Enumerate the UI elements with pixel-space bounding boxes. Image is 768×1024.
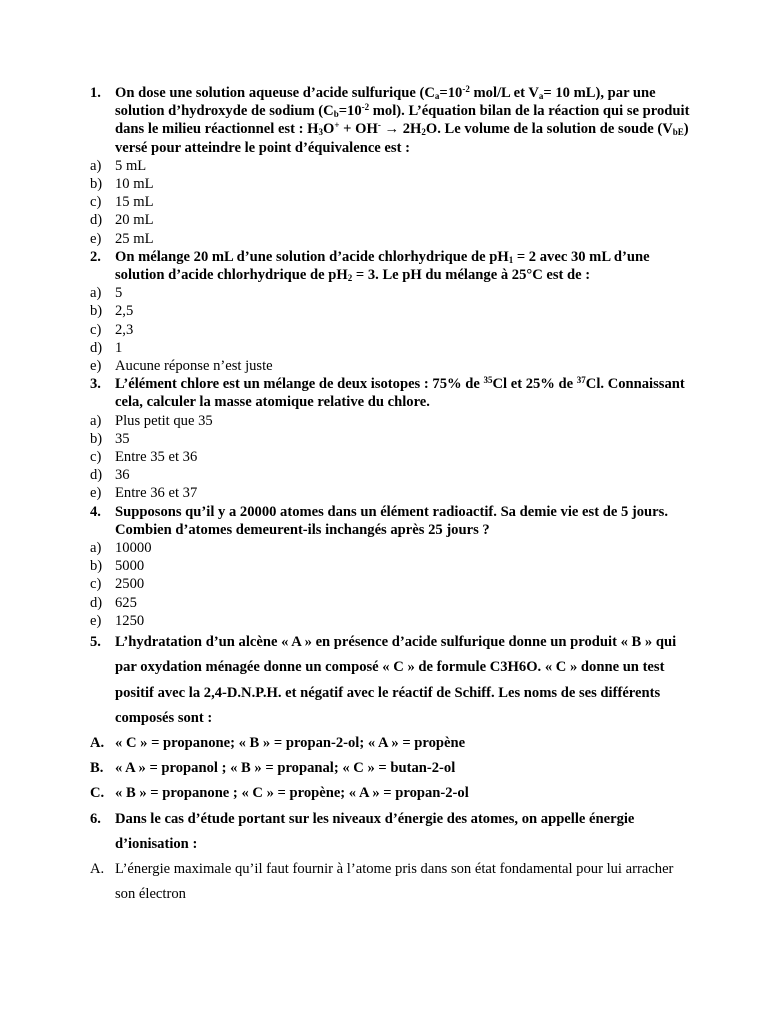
option-label: c)	[90, 449, 102, 466]
option-label: d)	[90, 339, 103, 356]
option-label: d)	[90, 467, 103, 484]
question-number: 5.	[90, 634, 101, 651]
option-1c	[90, 193, 690, 211]
question-3	[90, 375, 690, 411]
option-2e	[90, 357, 690, 375]
subscript: bE	[672, 127, 684, 138]
option-2a	[90, 284, 690, 302]
question-text: Dans le cas d’étude portant sur les niveaux d’énergie des atomes, on appelle énergie d’ionisation :	[115, 810, 635, 852]
question-number: 3.	[90, 376, 101, 393]
question-text	[115, 84, 690, 157]
subscript: a	[538, 91, 544, 101]
text-segment: Cl. Connaissant cela, calculer la masse atomique relative du chlore.	[115, 376, 685, 411]
option-text: 5	[115, 285, 123, 302]
option-label: c)	[90, 576, 102, 593]
option-label: e)	[90, 485, 102, 502]
option-label: b)	[90, 558, 103, 575]
option-text: 1	[115, 339, 123, 356]
option-2d	[90, 339, 690, 357]
option-text: 1250	[115, 612, 145, 629]
option-5A	[90, 731, 690, 756]
option-label: e)	[90, 612, 102, 629]
option-label: b)	[90, 303, 103, 320]
option-text: 5 mL	[115, 157, 147, 174]
option-label: e)	[90, 358, 102, 375]
question-1	[90, 84, 690, 157]
option-label: d)	[90, 212, 103, 229]
text-segment: Cl et 25% de	[492, 376, 577, 393]
option-label: c)	[90, 321, 102, 338]
option-2c	[90, 321, 690, 339]
superscript: 37	[576, 375, 586, 386]
option-4a	[90, 539, 690, 557]
option-text: L’énergie maximale qu’il faut fournir à l’atome pris dans son état fondamental pour lui arracher son électron	[115, 860, 674, 903]
text-segment: = 3. Le pH du mélange à 25°C est de :	[352, 267, 591, 284]
text-segment: ) versé pour atteindre le point d’équivalence est :	[115, 121, 689, 156]
question-number: 4.	[90, 503, 101, 520]
option-text: 10 mL	[115, 176, 154, 193]
text-segment: O	[322, 121, 335, 138]
option-label: a)	[90, 412, 102, 429]
text-segment: =10	[338, 103, 362, 120]
subscript: 2	[347, 273, 353, 284]
subscript: 2	[421, 127, 426, 138]
question-number: 6.	[90, 810, 101, 827]
option-label: C.	[90, 785, 105, 802]
text-segment: = 10 mL), par une solution d’hydroxyde de sodium (C	[115, 85, 656, 120]
question-5-block	[90, 630, 690, 907]
option-text: Aucune réponse n’est juste	[115, 358, 273, 375]
option-4e	[90, 612, 690, 630]
option-3a	[90, 412, 690, 430]
text-segment: = 2 avec 30 mL d’une solution d’acide chlorhydrique de pH	[115, 248, 650, 284]
option-3d	[90, 466, 690, 484]
option-6A	[90, 857, 690, 907]
option-3b	[90, 430, 690, 448]
text-segment: On dose une solution aqueuse d’acide sulfurique (C	[115, 85, 435, 101]
question-number: 1.	[90, 85, 101, 101]
option-3e	[90, 484, 690, 502]
option-text: « A » = propanol ; « B » = propanal; « C » = butan-2-ol	[115, 760, 456, 777]
question-5	[90, 630, 690, 731]
option-label: B.	[90, 760, 104, 777]
text-segment: mol). L’équation bilan de la réaction qui se produit dans le milieu réactionnel est : H	[115, 103, 690, 138]
option-text: 36	[115, 467, 130, 484]
option-label: A.	[90, 860, 105, 877]
option-label: d)	[90, 594, 103, 611]
option-label: c)	[90, 194, 102, 211]
quiz-content	[90, 84, 690, 907]
option-text: 5000	[115, 558, 145, 575]
option-2b	[90, 302, 690, 320]
option-label: a)	[90, 285, 102, 302]
question-4	[90, 503, 690, 539]
option-text: 2,5	[115, 303, 134, 320]
option-4b	[90, 557, 690, 575]
option-1e	[90, 230, 690, 248]
option-4c	[90, 575, 690, 593]
question-text: L’hydratation d’un alcène « A » en présence d’acide sulfurique donne un produit « B » qui par oxydation ménagée donne un composé « C » de formule C3H6O. « C » donne un test positif avec la 2,4-D.N.P.H. et négatif avec le réactif de Schiff. Les noms de ses différents composés sont :	[115, 634, 677, 726]
option-text: « C » = propanone; « B » = propan-2-ol; « A » = propène	[115, 734, 466, 751]
question-text	[115, 375, 690, 411]
question-6	[90, 807, 690, 857]
option-label: b)	[90, 176, 103, 193]
option-text: 20 mL	[115, 212, 154, 229]
option-text: 2500	[115, 576, 145, 593]
option-label: a)	[90, 540, 102, 557]
option-text: 2,3	[115, 321, 134, 338]
option-1d	[90, 211, 690, 229]
option-3c	[90, 448, 690, 466]
option-text: 10000	[115, 540, 152, 557]
option-text: « B » = propanone ; « C » = propène; « A » = propan-2-ol	[115, 785, 469, 802]
text-segment: On mélange 20 mL d’une solution d’acide chlorhydrique de pH	[115, 248, 509, 265]
text-segment: mol/L et V	[469, 85, 539, 101]
text-segment: =10	[439, 85, 463, 101]
superscript: -2	[462, 84, 470, 94]
text-segment: → 2H	[380, 121, 422, 138]
superscript: -	[377, 120, 381, 131]
superscript: +	[334, 120, 340, 131]
subscript: 1	[508, 254, 514, 265]
question-number: 2.	[90, 248, 101, 265]
text-segment: O. Le volume de la solution de soude (V	[425, 121, 673, 138]
option-text: Plus petit que 35	[115, 412, 213, 429]
option-5B	[90, 756, 690, 781]
text-segment: L’élément chlore est un mélange de deux isotopes : 75% de	[115, 376, 484, 393]
question-2	[90, 248, 690, 284]
option-1b	[90, 175, 690, 193]
option-label: b)	[90, 430, 103, 447]
option-text: 35	[115, 430, 130, 447]
option-text: 15 mL	[115, 194, 154, 211]
subscript: b	[333, 109, 339, 120]
option-text: Entre 35 et 36	[115, 449, 198, 466]
option-4d	[90, 594, 690, 612]
subscript: a	[434, 91, 440, 101]
option-text: 625	[115, 594, 137, 611]
option-label: e)	[90, 230, 102, 247]
option-5C	[90, 781, 690, 806]
option-label: a)	[90, 157, 102, 174]
option-text: 25 mL	[115, 230, 154, 247]
option-label: A.	[90, 734, 105, 751]
superscript: -2	[361, 102, 370, 113]
subscript: 3	[318, 127, 323, 138]
question-text	[115, 248, 690, 284]
option-1a	[90, 157, 690, 175]
superscript: 35	[483, 375, 493, 386]
question-text: Supposons qu’il y a 20000 atomes dans un élément radioactif. Sa demie vie est de 5 jours. Combien d’atomes demeurent-ils inchangés après 25 jours ?	[115, 503, 668, 538]
option-text: Entre 36 et 37	[115, 485, 198, 502]
text-segment: + OH	[339, 121, 378, 138]
